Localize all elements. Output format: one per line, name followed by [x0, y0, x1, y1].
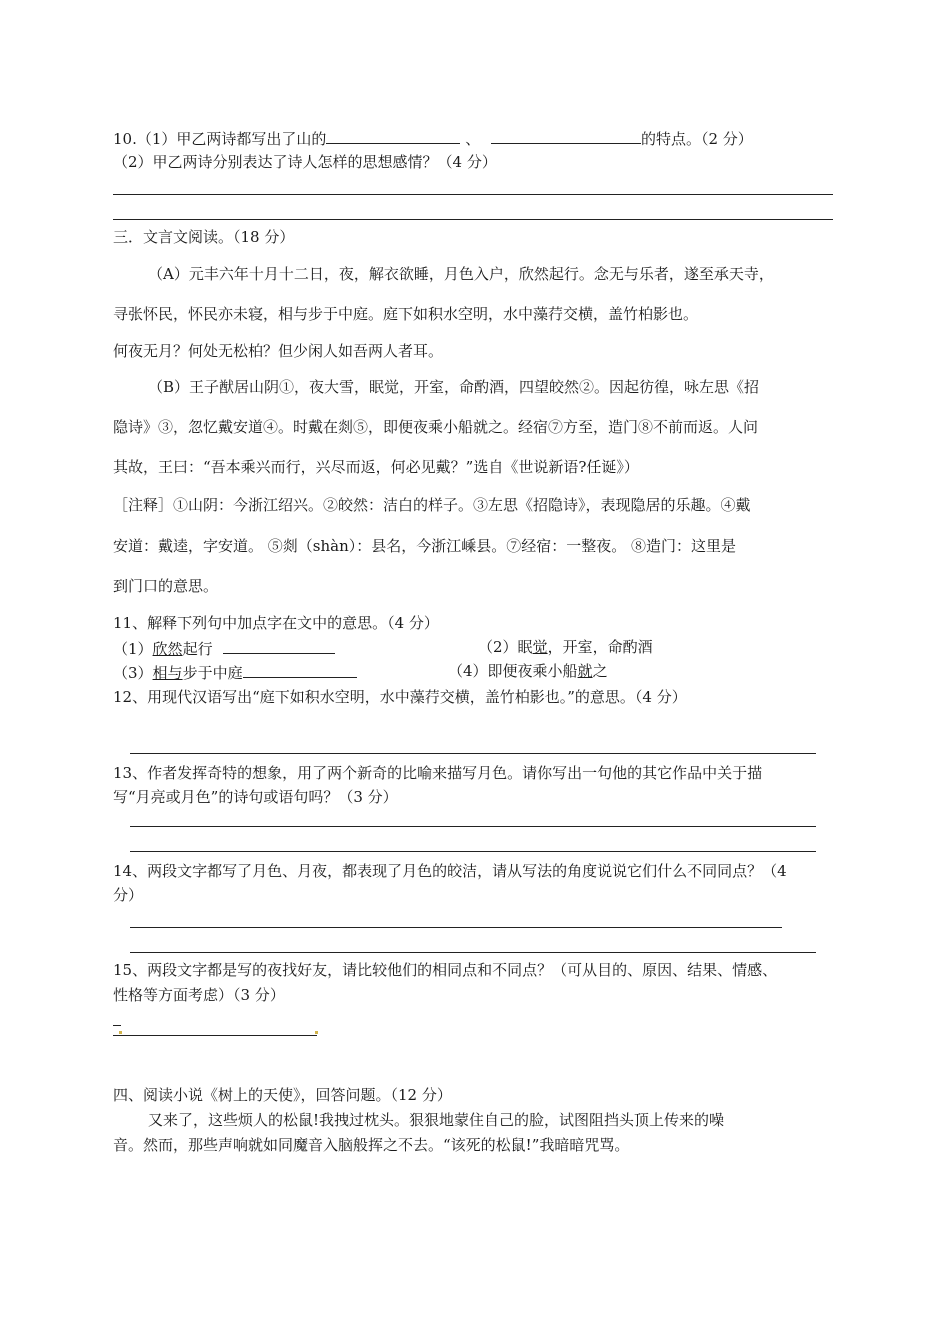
section4-heading: 四、阅读小说《树上的天使》，回答问题。（12 分） — [113, 1086, 452, 1104]
passage-b-line-1: （B）王子猷居山阴①，夜大雪，眠觉，开室，命酌酒，四望皎然②。因起彷徨，咏左思《招 — [148, 378, 760, 396]
passage-b-line-3: 其故，王曰：“吾本乘兴而行，兴尽而返，何必见戴？”选自《世说新语?任诞》） — [113, 458, 639, 476]
q14-line-2: 分） — [113, 886, 144, 904]
passage-a-line-2: 寻张怀民，怀民亦未寝，相与步于中庭。庭下如积水空明，水中藻荇交横，盖竹柏影也。 — [113, 305, 699, 323]
q11-item-4-word: 就 — [577, 662, 593, 680]
q11-item-4-rest: 之 — [592, 662, 608, 680]
q11-item-2-rest: ，开室，命酌酒 — [547, 638, 653, 656]
q15-mark-right — [315, 1031, 318, 1034]
section4-para-line-2: 音。然而，那些声响就如同魔音入脑般挥之不去。“该死的松鼠!”我暗暗咒骂。 — [113, 1136, 630, 1154]
q10-blank-2[interactable] — [491, 127, 641, 144]
notes-line-3: 到门口的意思。 — [113, 577, 219, 595]
q15-line-2: 性格等方面考虑）（3 分） — [113, 986, 285, 1004]
q11-item-3-rest: 步于中庭 — [182, 664, 243, 682]
notes-line-1: ［注释］①山阴：今浙江绍兴。②皎然：洁白的样子。③左思《招隐诗》，表现隐居的乐趣。④戴 — [113, 496, 751, 514]
q10-line1 — [113, 127, 753, 149]
q14-answer-line-1[interactable] — [130, 927, 782, 928]
q10-sep: 、 — [465, 130, 481, 148]
q11-item-3-num: （3） — [113, 664, 153, 682]
q14-answer-line-2[interactable] — [130, 952, 816, 953]
q11-item-1-word: 欣然 — [152, 640, 183, 658]
q15-line-1: 15、两段文字都是写的夜找好友，请比较他们的相同点和不同点？（可从目的、原因、结果、情感、 — [113, 961, 778, 979]
q10-blank-1[interactable] — [326, 127, 460, 144]
q10-answer-line-1[interactable] — [113, 194, 833, 195]
q13-line-2: 写“月亮或月色”的诗句或语句吗？（3 分） — [113, 788, 398, 806]
section3-heading: 三．文言文阅读。（18 分） — [113, 228, 295, 246]
q11-item-3-blank[interactable] — [243, 661, 357, 678]
q15-mark-left — [119, 1031, 122, 1034]
q13-answer-line-1[interactable] — [130, 826, 816, 827]
q10-answer-line-2[interactable] — [113, 219, 833, 220]
q11-item-4-num: （4）即便夜乘小船 — [448, 662, 578, 680]
q10-line2: （2）甲乙两诗分别表达了诗人怎样的思想感情？（4 分） — [113, 153, 497, 171]
q12-answer-line[interactable] — [130, 753, 816, 754]
q11-item-3-word: 相与 — [152, 664, 183, 682]
q10-text-b: 的特点。（2 分） — [640, 130, 753, 148]
q13-line-1: 13、作者发挥奇特的想象，用了两个新奇的比喻来描写月色。请你写出一句他的其它作品中关于描 — [113, 764, 763, 782]
q11-item-3 — [113, 661, 357, 683]
q11-item-2-num: （2）眠 — [478, 638, 533, 656]
q11-item-1-num: （1） — [113, 640, 153, 658]
q11-item-1-blank[interactable] — [223, 637, 335, 654]
q11-item-1-rest: 起行 — [182, 640, 213, 658]
q11-item-4 — [448, 661, 608, 681]
q12-stem: 12、用现代汉语写出“庭下如积水空明，水中藻荇交横，盖竹柏影也。”的意思。（4 分） — [113, 688, 687, 706]
q10-text-a: 10.（1）甲乙两诗都写出了山的 — [113, 130, 327, 148]
q11-item-2 — [478, 637, 653, 657]
passage-b-line-2: 隐诗》③，忽忆戴安道④。时戴在剡⑤，即便夜乘小船就之。经宿⑦方至，造门⑧不前而返。人问 — [113, 418, 759, 436]
q11-item-1 — [113, 637, 335, 659]
q11-item-2-word: 觉 — [532, 638, 548, 656]
q11-stem: 11、解释下列句中加点字在文中的意思。（4 分） — [113, 614, 439, 632]
q15-blank-tick — [113, 1025, 121, 1026]
passage-a-line-3: 何夜无月？何处无松柏？但少闲人如吾两人者耳。 — [113, 342, 444, 360]
q13-answer-line-2[interactable] — [130, 851, 816, 852]
section4-para-line-1: 又来了，这些烦人的松鼠!我拽过枕头。狠狠地蒙住自己的脸，试图阻挡头顶上传来的噪 — [148, 1111, 725, 1129]
passage-a-line-1: （A）元丰六年十月十二日，夜，解衣欲睡，月色入户，欣然起行。念无与乐者，遂至承天寺， — [148, 265, 774, 283]
q14-line-1: 14、两段文字都写了月色、月夜，都表现了月色的皎洁，请从写法的角度说说它们什么不同同点？（4 — [113, 862, 787, 880]
q15-answer-line[interactable] — [113, 1035, 317, 1036]
notes-line-2: 安道：戴逵，字安道。 ⑤剡（shàn）：县名，今浙江嵊县。⑦经宿：一整夜。 ⑧造门：这里是 — [113, 537, 737, 555]
